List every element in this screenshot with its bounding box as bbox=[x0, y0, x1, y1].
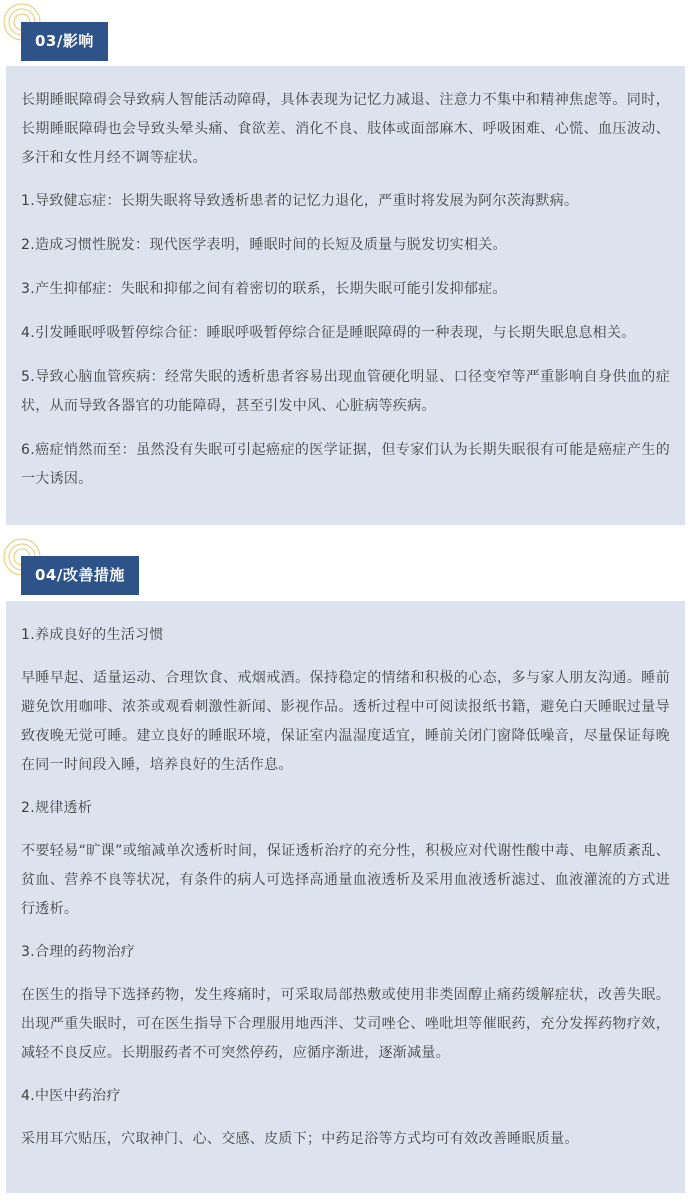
measure-body: 早睡早起、适量运动、合理饮食、戒烟戒酒。保持稳定的情绪和积极的心态，多与家人朋友沟通。睡前避免饮用咖啡、浓茶或观看刺激性新闻、影视作品。透析过程中可阅读报纸书籍，避免白天睡眠过量导致夜晚无觉可睡。建立良好的睡眠环境，保证室内温湿度适宜，睡前关闭门窗降低噪音，尽量保证每晚在同一时间段入睡，培养良好的生活作息。 bbox=[21, 670, 670, 773]
section-measures-panel bbox=[6, 601, 685, 1193]
impact-item: 4.引发睡眠呼吸暂停综合征：睡眠呼吸暂停综合征是睡眠障碍的一种表现，与长期失眠息息相关。 bbox=[21, 325, 636, 341]
impact-item: 2.造成习惯性脱发：现代医学表明，睡眠时间的长短及质量与脱发切实相关。 bbox=[21, 237, 507, 253]
impact-item: 3.产生抑郁症：失眠和抑郁之间有着密切的联系，长期失眠可能引发抑郁症。 bbox=[21, 281, 507, 297]
section-measures-header bbox=[0, 535, 692, 603]
impact-item: 6.癌症悄然而至：虽然没有失眠可引起癌症的医学证据，但专家们认为长期失眠很有可能是癌症产生的一大诱因。 bbox=[21, 442, 670, 487]
impact-item: 1.导致健忘症：长期失眠将导致透析患者的记忆力退化，严重时将发展为阿尔茨海默病。 bbox=[21, 193, 579, 209]
measure-title: 2.规律透析 bbox=[21, 800, 93, 816]
measure-title: 1.养成良好的生活习惯 bbox=[21, 627, 164, 643]
section-impact-panel bbox=[6, 66, 685, 525]
measure-body: 在医生的指导下选择药物，发生疼痛时，可采取局部热敷或使用非类固醇止痛药缓解症状，改善失眠。出现严重失眠时，可在医生指导下合理服用地西泮、艾司唑仑、唑吡坦等催眠药，充分发挥药物疗效，减轻不良反应。长期服药者不可突然停药，应循序渐进，逐渐减量。 bbox=[21, 987, 670, 1061]
measure-title: 3.合理的药物治疗 bbox=[21, 944, 136, 960]
measure-body: 采用耳穴贴压，穴取神门、心、交感、皮质下；中药足浴等方式均可有效改善睡眠质量。 bbox=[21, 1131, 579, 1147]
impact-item: 5.导致心脑血管疾病：经常失眠的透析患者容易出现血管硬化明显、口径变窄等严重影响自身供血的症状，从而导致各器官的功能障碍，甚至引发中风、心脏病等疾病。 bbox=[21, 369, 670, 414]
section-tag: 04/改善措施 bbox=[21, 556, 139, 595]
intro-paragraph: 长期睡眠障碍会导致病人智能活动障碍，具体表现为记忆力减退、注意力不集中和精神焦虑等。同时，长期睡眠障碍也会导致头晕头痛、食欲差、消化不良、肢体或面部麻木、呼吸困难、心慌、血压波动、多汗和女性月经不调等症状。 bbox=[21, 92, 670, 166]
measure-title: 4.中医中药治疗 bbox=[21, 1088, 121, 1104]
section-impact-header bbox=[0, 0, 692, 68]
section-tag: 03/影响 bbox=[21, 22, 108, 61]
measure-body: 不要轻易“旷课”或缩减单次透析时间，保证透析治疗的充分性，积极应对代谢性酸中毒、电解质紊乱、贫血、营养不良等状况，有条件的病人可选择高通量血液透析及采用血液透析滤过、血液灌流的方式进行透析。 bbox=[21, 843, 670, 917]
